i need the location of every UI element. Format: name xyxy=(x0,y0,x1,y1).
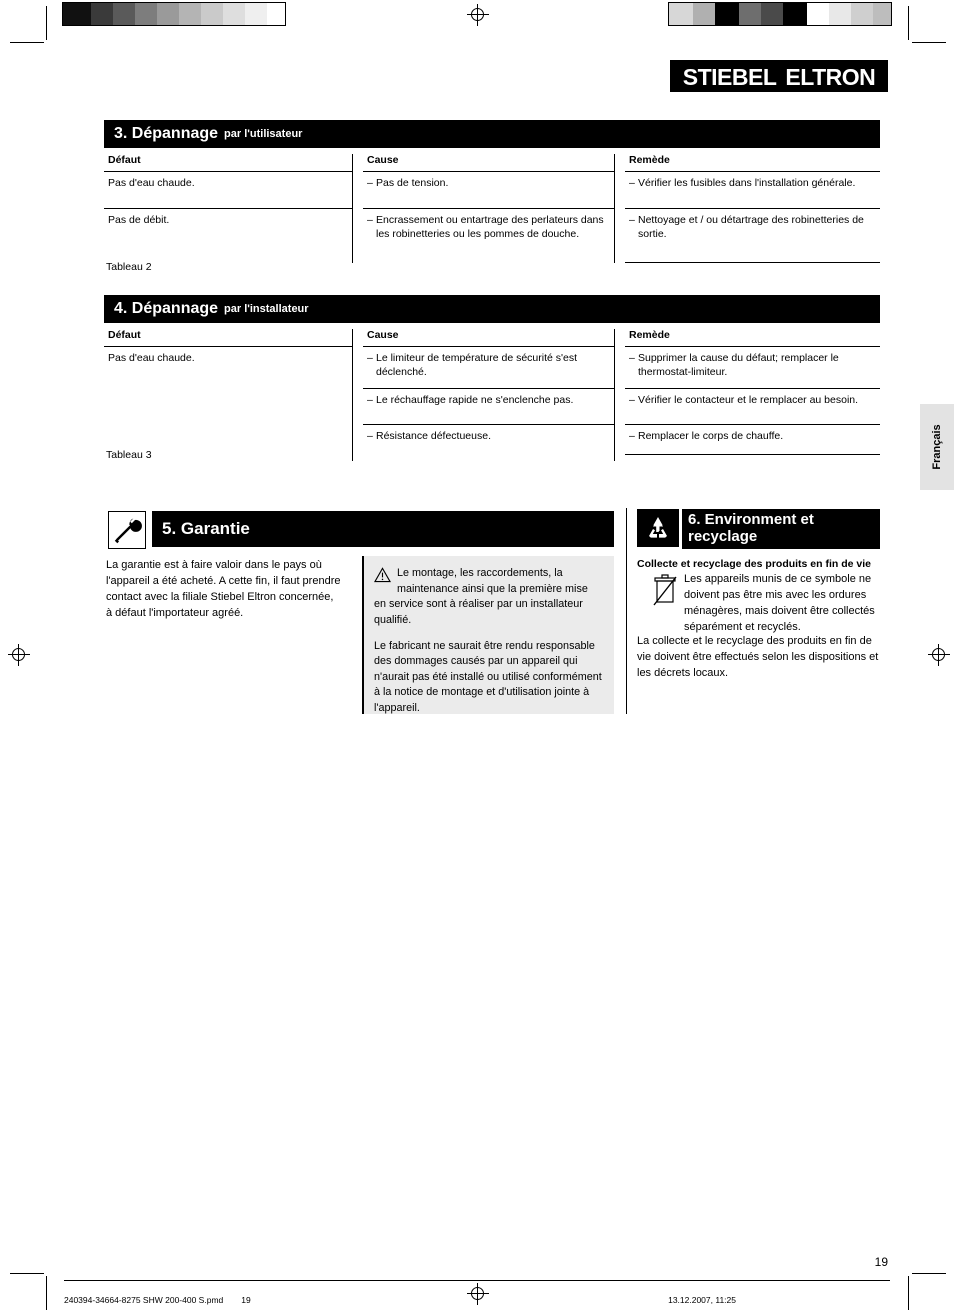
table-2-column-cause xyxy=(352,154,614,263)
table-2-cell-cause-2 xyxy=(363,209,614,263)
registration-mark-left xyxy=(8,644,30,666)
table-3-text-remede-3: Remplacer le corps de chauffe. xyxy=(638,429,784,442)
section-4-number: 4. Dépannage xyxy=(114,300,219,317)
brand-logo xyxy=(670,60,888,92)
table-3-text-cause-1: Le limiteur de température de sécurité s'est déclenché. xyxy=(376,351,578,378)
table-3-column-cause xyxy=(352,329,614,461)
language-tab-label: Français xyxy=(931,424,943,470)
table-3-column-remede xyxy=(614,329,880,461)
garantie-note-2: Le fabricant ne saurait être rendu responsable des dommages causés par un appareil qui n'aurait pas été installé ou utilisé conformément à la notice de montage et d'utilisation jointe à l'appareil. xyxy=(374,639,602,715)
crossed-bin-icon xyxy=(650,572,680,608)
greyscale-strip-left xyxy=(62,2,286,26)
table-3-cell-cause-3 xyxy=(363,425,614,455)
crop-mark-top-left-v xyxy=(46,6,47,40)
section-5-number: 5. Garantie xyxy=(162,519,250,538)
table-2-cell-defaut-2 xyxy=(104,209,352,263)
table-2-text-cause-1: Pas de tension. xyxy=(376,176,449,189)
list-dash: – xyxy=(367,429,373,442)
footer-row xyxy=(64,1295,890,1305)
footer-sheet-number: 19 xyxy=(241,1295,251,1305)
footer-filename: 240394-34664-8275 SHW 200-400 S.pmd xyxy=(64,1295,224,1305)
crop-mark-top-left-h xyxy=(10,42,44,43)
garantie-note-box xyxy=(363,556,614,714)
crop-mark-bottom-left-h xyxy=(10,1273,44,1274)
crop-mark-bottom-left-v xyxy=(46,1276,47,1310)
table-2-header-remede: Remède xyxy=(625,154,880,172)
section-4-subtitle: par l'installateur xyxy=(224,303,309,315)
garantie-text: La garantie est à faire valoir dans le pays où l'appareil a été acheté. A cette fin, il faut prendre contact avec la filiale Stiebel Eltron concernée, à défaut l'importateur agréé. xyxy=(106,559,341,619)
list-dash: – xyxy=(367,176,373,189)
list-dash: – xyxy=(367,213,373,226)
list-dash: – xyxy=(367,393,373,406)
table-3-cell-remede-2 xyxy=(625,389,880,425)
table-2-text-remede-2: Nettoyage et / ou détartrage des robinetteries de sortie. xyxy=(638,213,864,240)
crop-mark-top-right-h xyxy=(912,42,946,43)
column-divider-right xyxy=(626,508,627,714)
list-dash: – xyxy=(629,213,635,226)
table-3-cell-cause-2 xyxy=(363,389,614,425)
page-number: 19 xyxy=(874,1255,888,1269)
table-2-cell-remede-2 xyxy=(625,209,880,263)
table-3-cell-defaut xyxy=(104,347,352,461)
table-3-cell-remede-3 xyxy=(625,425,880,455)
section-4-header xyxy=(104,295,880,323)
table-2-cell-defaut-1 xyxy=(104,172,352,209)
environment-para-1: Les appareils munis de ce symbole ne doivent pas être mis avec les ordures ménagères, mais doivent être collectés séparément et recyclés. xyxy=(684,573,875,633)
greyscale-strip-right xyxy=(668,2,892,26)
table-3-text-cause-2: Le réchauffage rapide ne s'enclenche pas. xyxy=(376,393,574,406)
table-2-text-defaut-1: Pas d'eau chaude. xyxy=(108,176,195,189)
crop-mark-bottom-right-h xyxy=(912,1273,946,1274)
table-3-header-cause: Cause xyxy=(363,329,614,347)
table-3-caption: Tableau 3 xyxy=(106,449,152,461)
crop-mark-top-right-v xyxy=(908,6,909,40)
table-2-caption: Tableau 2 xyxy=(106,261,152,273)
section-3-subtitle: par l'utilisateur xyxy=(224,128,303,140)
table-2-column-defaut xyxy=(104,154,352,263)
table-3-text-remede-2: Vérifier le contacteur et le remplacer au besoin. xyxy=(638,393,859,406)
table-3-text-remede-1: Supprimer la cause du défaut; remplacer le thermostat-limiteur. xyxy=(638,351,839,378)
registration-mark-right xyxy=(928,644,950,666)
table-3-cell-remede-1 xyxy=(625,347,880,389)
table-2-text-defaut-2: Pas de débit. xyxy=(108,213,170,226)
footer-divider xyxy=(64,1280,890,1281)
table-2-header-defaut: Défaut xyxy=(104,154,352,172)
crop-mark-bottom-right-v xyxy=(908,1276,909,1310)
environment-lead: Collecte et recyclage des produits en fin de vie xyxy=(637,558,871,570)
registration-mark-top xyxy=(467,4,489,26)
section-3-number: 3. Dépannage xyxy=(114,125,219,142)
section-6-header xyxy=(682,509,880,549)
warning-triangle-icon xyxy=(374,567,391,583)
garantie-note-1-text: Le montage, les raccordements, la maintenance ainsi que la première mise en service sont à réaliser par un installateur qualifié. xyxy=(374,567,588,626)
section-5-header xyxy=(152,511,614,547)
table-3-cell-cause-1 xyxy=(363,347,614,389)
garantie-note-1 xyxy=(374,566,602,629)
section-6-number: 6. Environment et recyclage xyxy=(688,511,814,545)
language-tab xyxy=(920,404,954,490)
brand-logo-part2: ELTRON xyxy=(785,63,876,90)
list-dash: – xyxy=(367,351,373,364)
section-3-header xyxy=(104,120,880,148)
environment-para-2: La collecte et le recyclage des produits en fin de vie doivent être effectués selon les dispositions et les décrets locaux. xyxy=(637,635,879,679)
wrench-icon xyxy=(108,511,146,549)
list-dash: – xyxy=(629,393,635,406)
table-3-column-defaut xyxy=(104,329,352,461)
recycling-icon xyxy=(637,509,679,547)
table-2-text-cause-2: Encrassement ou entartrage des perlateurs dans les robinetteries ou les pommes de douche. xyxy=(376,213,604,240)
table-2-header-cause: Cause xyxy=(363,154,614,172)
table-2-cell-cause-1 xyxy=(363,172,614,209)
table-2-cell-remede-1 xyxy=(625,172,880,209)
table-3-text-cause-3: Résistance défectueuse. xyxy=(376,429,491,442)
table-2-text-remede-1: Vérifier les fusibles dans l'installation générale. xyxy=(638,176,856,189)
list-dash: – xyxy=(629,429,635,442)
table-3-header-remede: Remède xyxy=(625,329,880,347)
table-3-text-defaut: Pas d'eau chaude. xyxy=(108,351,195,364)
list-dash: – xyxy=(629,351,635,364)
table-3 xyxy=(104,329,880,461)
table-2 xyxy=(104,154,880,263)
footer-timestamp: 13.12.2007, 11:25 xyxy=(668,1295,736,1305)
table-3-header-defaut: Défaut xyxy=(104,329,352,347)
table-2-column-remede xyxy=(614,154,880,263)
brand-logo-part1: STIEBEL xyxy=(682,63,777,90)
list-dash: – xyxy=(629,176,635,189)
